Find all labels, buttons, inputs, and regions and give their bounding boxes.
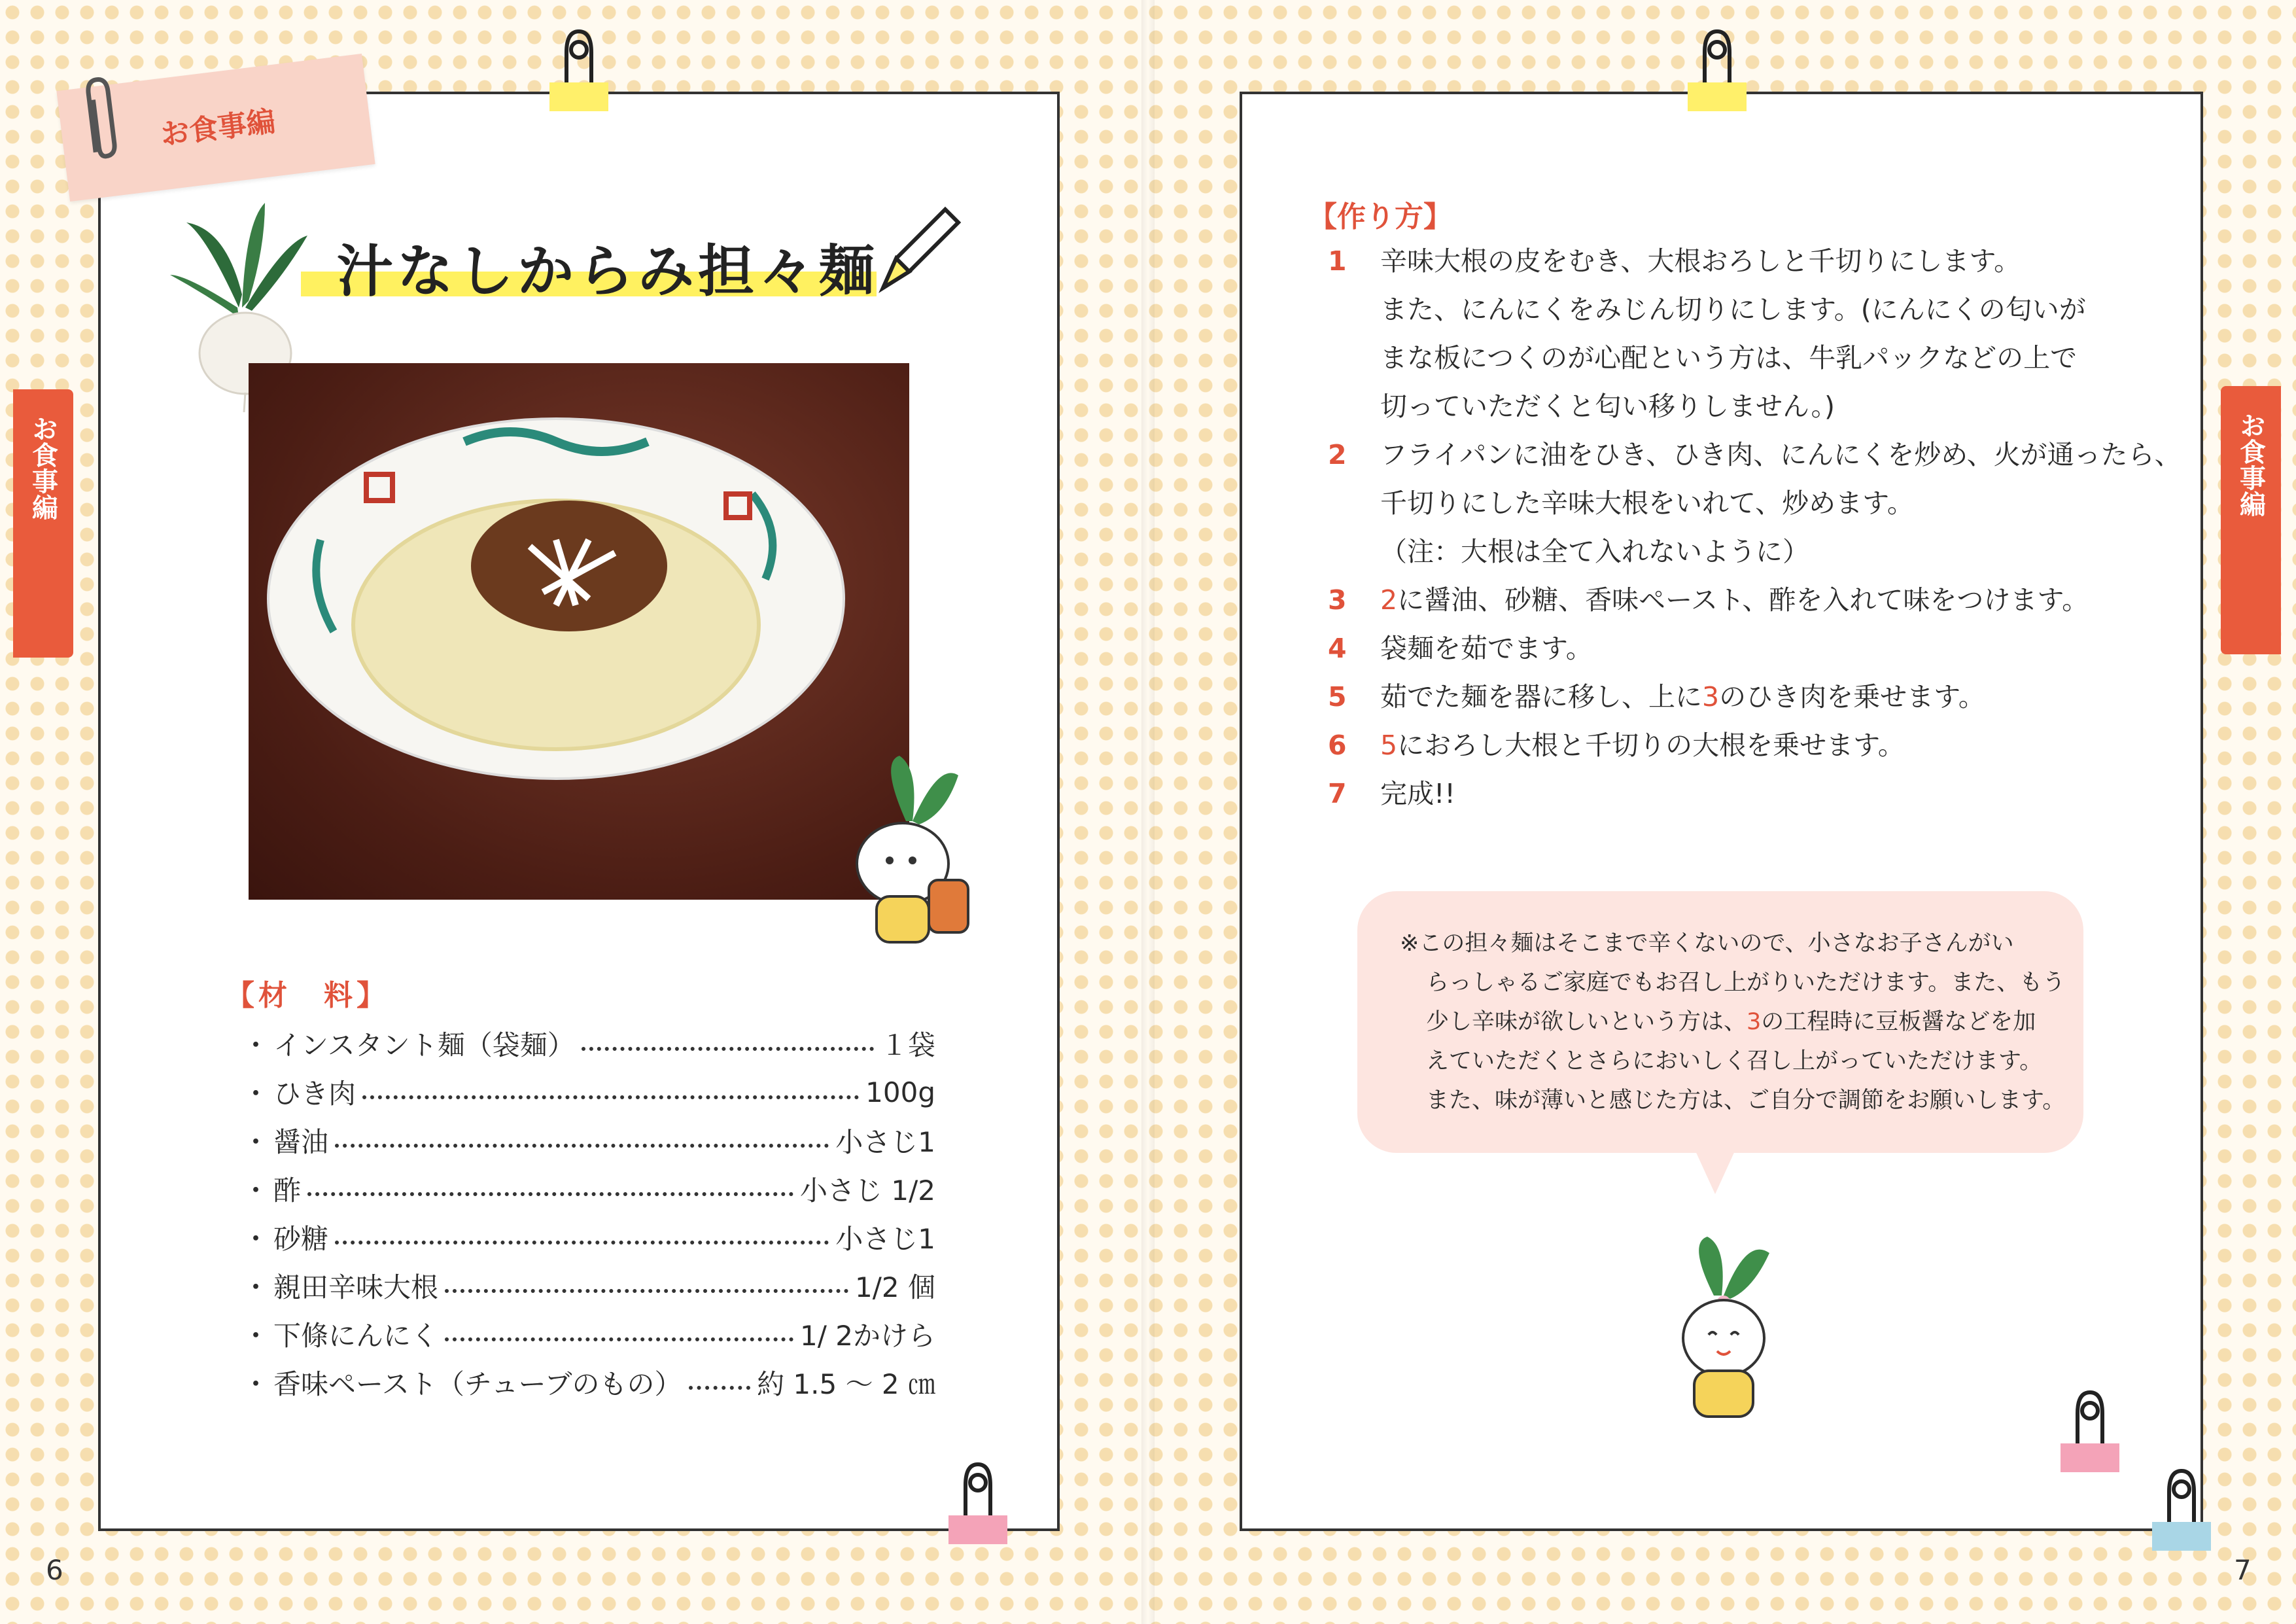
bullet: ・ xyxy=(242,1320,270,1352)
bullet: ・ xyxy=(242,1223,270,1255)
leader-dots xyxy=(445,1289,848,1293)
step-text: まな板につくのが心配という方は、牛乳パックなどの上で xyxy=(1380,342,2078,374)
ingredient-amount: 1/ 2かけら xyxy=(800,1320,935,1352)
bullet: ・ xyxy=(242,1078,270,1110)
step-text: 茹でた麺を器に移し、上に xyxy=(1380,681,1702,713)
dish-photo xyxy=(249,363,909,900)
step-2 xyxy=(1328,431,2182,578)
binder-clip-icon xyxy=(549,26,608,111)
side-tab-right xyxy=(2221,386,2281,654)
step-1 xyxy=(1328,237,2178,433)
ingredient-name: 下條にんにく xyxy=(273,1320,439,1352)
ingredient-row xyxy=(242,1166,935,1212)
pen-icon xyxy=(870,196,962,301)
bullet: ・ xyxy=(242,1271,270,1303)
leader-dots xyxy=(307,1192,793,1196)
mascot-icon xyxy=(1661,1230,1786,1426)
step-number: 6 xyxy=(1328,730,1347,761)
binder-clip-icon xyxy=(1688,26,1747,111)
step-5 xyxy=(1328,673,2178,721)
ingredient-amount: １袋 xyxy=(880,1029,935,1061)
step-text: のひき肉を乗せます。 xyxy=(1719,681,1985,713)
binder-clip-icon xyxy=(2152,1466,2211,1551)
ingredient-row xyxy=(242,1069,935,1115)
ingredient-amount: 約 1.5 ～ 2 ㎝ xyxy=(757,1368,935,1400)
paperclip-icon xyxy=(73,70,130,166)
step-text: 千切りにした辛味大根をいれて、炒めます。 xyxy=(1380,487,1914,519)
ingredient-name: ひき肉 xyxy=(273,1078,357,1110)
step-text: 袋麺を茹でます。 xyxy=(1380,633,1593,664)
note-bubble-tail xyxy=(1694,1148,1736,1194)
step-text: 切っていただくと匂い移りしません。) xyxy=(1380,391,1835,422)
leader-dots xyxy=(335,1144,829,1148)
ingredient-amount: 100g xyxy=(865,1076,935,1108)
note-line: らっしゃるご家庭でもお召し上がりいただけます。また、もう xyxy=(1426,970,2066,996)
binder-clip-icon xyxy=(948,1459,1007,1544)
leader-dots xyxy=(582,1047,874,1051)
step-reference: 5 xyxy=(1380,730,1398,761)
ingredient-row xyxy=(242,1263,935,1309)
side-tab-left xyxy=(13,389,73,658)
step-reference: 3 xyxy=(1702,681,1720,713)
note-line: えていただくとさらにおいしく召し上がっていただけます。 xyxy=(1426,1048,2043,1074)
note-text: 少し辛味が欲しいという方は、 xyxy=(1426,1009,1747,1035)
ingredient-name: 砂糖 xyxy=(273,1223,329,1255)
ingredient-name: 酢 xyxy=(273,1174,302,1207)
category-tag-label: お食事編 xyxy=(158,105,277,152)
ingredient-name: 醤油 xyxy=(273,1126,329,1158)
step-number: 7 xyxy=(1328,778,1347,809)
page-number-right: 7 xyxy=(2234,1554,2252,1586)
side-tab-label: お食事編 xyxy=(2235,412,2266,517)
leader-dots xyxy=(335,1241,829,1244)
note-line xyxy=(1426,1002,2036,1042)
ingredient-amount: 小さじ 1/2 xyxy=(800,1174,935,1207)
step-number: 5 xyxy=(1328,681,1347,713)
step-text: に醤油、砂糖、香味ペースト、酢を入れて味をつけます。 xyxy=(1397,584,2089,616)
ingredient-row xyxy=(242,1360,935,1405)
leader-dots xyxy=(689,1386,751,1390)
ingredient-amount: 1/2 個 xyxy=(855,1271,935,1303)
step-6 xyxy=(1328,721,2178,769)
leader-dots xyxy=(362,1095,859,1099)
book-spine xyxy=(1141,0,1155,1624)
leader-dots xyxy=(445,1337,793,1341)
page-number-left: 6 xyxy=(46,1554,63,1586)
note-reference: 3 xyxy=(1747,1009,1762,1035)
ingredients-heading: 【材 料】 xyxy=(226,979,389,1012)
step-text: におろし大根と千切りの大根を乗せます。 xyxy=(1397,730,1905,761)
step-text: 辛味大根の皮をむき、大根おろしと千切りにします。 xyxy=(1380,245,2021,277)
ingredient-name: インスタント麺（袋麺） xyxy=(273,1029,575,1061)
bullet: ・ xyxy=(242,1126,270,1158)
binder-clip-icon xyxy=(2061,1387,2119,1472)
step-number: 1 xyxy=(1328,245,1347,277)
ingredient-amount: 小さじ1 xyxy=(835,1223,935,1255)
step-4 xyxy=(1328,624,2178,673)
step-number: 4 xyxy=(1328,633,1347,664)
step-text: 完成!! xyxy=(1380,778,1455,809)
side-tab-label: お食事編 xyxy=(27,415,58,520)
bullet: ・ xyxy=(242,1368,270,1400)
mascot-icon xyxy=(841,749,984,965)
step-number: 2 xyxy=(1328,439,1347,470)
step-reference: 2 xyxy=(1380,584,1398,616)
recipe-title: 汁なしからみ担々麺 xyxy=(337,239,878,304)
step-text: フライパンに油をひき、ひき肉、にんにくを炒め、火が通ったら、 xyxy=(1380,439,2182,470)
bullet: ・ xyxy=(242,1029,270,1061)
note-text: の工程時に豆板醤などを加 xyxy=(1761,1009,2036,1035)
bullet: ・ xyxy=(242,1174,270,1207)
ingredient-row xyxy=(242,1021,935,1067)
ingredient-row xyxy=(242,1214,935,1260)
ingredient-amount: 小さじ1 xyxy=(835,1126,935,1158)
step-text: また、にんにくをみじん切りにします。(にんにくの匂いが xyxy=(1380,294,2086,325)
step-number: 3 xyxy=(1328,584,1347,616)
ingredient-name: 親田辛味大根 xyxy=(273,1271,439,1303)
note-line: ※この担々麺はそこまで辛くないので、小さなお子さんがい xyxy=(1400,930,2014,957)
step-text: （注：大根は全て入れないように） xyxy=(1380,536,1809,567)
step-7 xyxy=(1328,769,2178,818)
note-line: また、味が薄いと感じた方は、ご自分で調節をお願いします。 xyxy=(1426,1087,2066,1114)
ingredient-row xyxy=(242,1118,935,1163)
method-heading: 【作り方】 xyxy=(1308,200,1452,234)
step-3 xyxy=(1328,576,2178,624)
ingredient-name: 香味ペースト（チューブのもの） xyxy=(273,1368,682,1400)
ingredient-row xyxy=(242,1311,935,1357)
